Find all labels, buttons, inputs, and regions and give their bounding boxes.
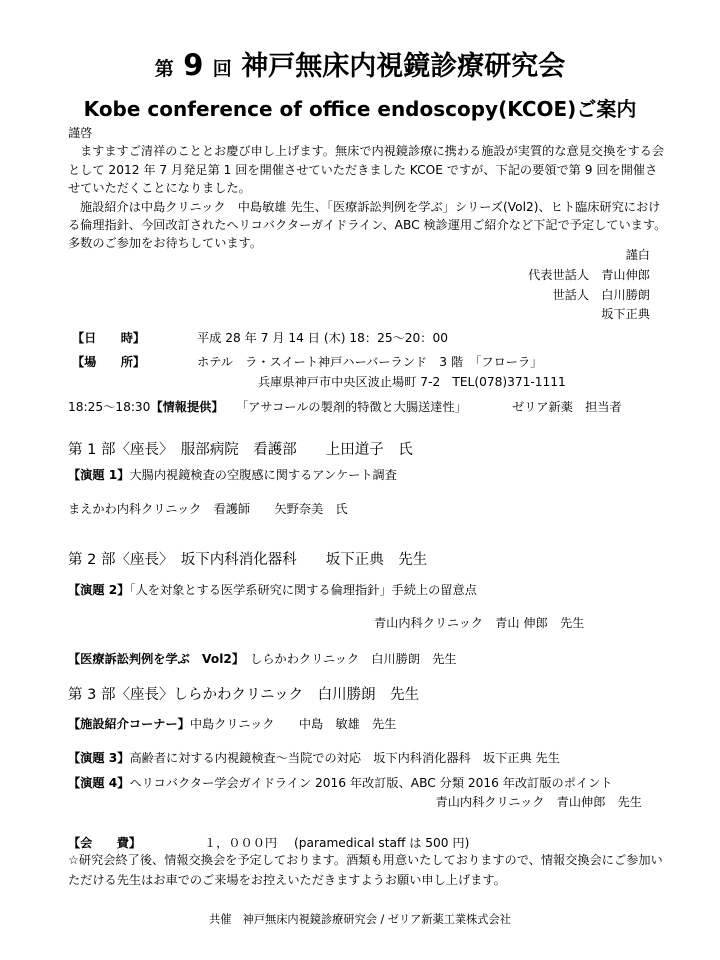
- representative-line: [528, 266, 650, 283]
- talk1-line: [68, 466, 397, 483]
- talk4-tag: 【施設紹介コーナー】: [68, 717, 190, 731]
- part3-heading: 第 3 部〈座長〉しらかわクリニック 白川勝朗 先生: [68, 687, 420, 703]
- title-prefix: 第: [154, 58, 174, 80]
- intro-block: [68, 124, 668, 253]
- talk5-title: 高齢者に対する内視鏡検査〜当院での対応: [129, 751, 362, 765]
- closing-word: 謹白: [625, 248, 650, 262]
- date-value: 平成 28 年 7 月 14 日 (木) 18：25〜20：00: [197, 331, 448, 345]
- place-value: ホテル ラ・スイート神戸ハーバーランド 3 階 「フローラ」: [197, 355, 543, 369]
- org-name-1: 白川勝朗: [601, 288, 650, 302]
- organizer-line: [553, 286, 651, 303]
- talk4-line: [68, 715, 396, 732]
- intro-paragraph-1: ますますご清祥のこととお慶び申し上げます。無床で内視鏡診療に携わる施設が実質的な意見交換をする会として 2012 年 7 月発足第 1 回を開催させていただきました KCOE ですが、下記の要領で第 9 回を開催させていただくことになりました。: [68, 144, 665, 196]
- talk1-tag: 【演題 1】: [68, 468, 130, 482]
- organizer-name-2: 坂下正典: [601, 307, 650, 321]
- info-topic: 「アサコールの製剤的特徴と大腸送達性」: [236, 400, 467, 414]
- page-title: [0, 44, 720, 83]
- part2-heading: 第 2 部〈座長〉 坂下内科消化器科 坂下正典 先生: [68, 552, 428, 568]
- info-label: 【情報提供】: [150, 400, 224, 414]
- date-label: 【日 時】: [72, 331, 146, 345]
- place-label: 【場 所】: [72, 355, 146, 369]
- talk3-speaker: しらかわクリニック 白川勝朗 先生: [250, 652, 457, 666]
- talk2-title: 「人を対象とする医学系研究に関する倫理指針」手続上の留意点: [129, 583, 477, 597]
- talk3-tag: 【医療訴訟判例を学ぶ Vol2】: [68, 652, 238, 666]
- title-number: 9: [183, 48, 204, 82]
- talk4-speaker: 中島クリニック 中島 敏雄 先生: [189, 717, 397, 731]
- fee-label: 【会 費】: [68, 836, 142, 850]
- talk5-line: [68, 749, 560, 766]
- footer-cohost: 共催 神戸無床内視鏡診療研究会 / ゼリア新薬工業株式会社: [209, 913, 511, 926]
- info-company: ゼリア新薬 担当者: [512, 400, 622, 414]
- talk5-speaker: 坂下内科消化器科 坂下正典 先生: [373, 751, 560, 765]
- part1-heading: 第 1 部〈座長〉 服部病院 看護部 上田道子 氏: [68, 442, 413, 458]
- talk5-tag: 【演題 3】: [68, 751, 130, 765]
- talk6-line: [68, 774, 612, 791]
- info-provision-line: [68, 398, 224, 415]
- closing-note: ☆研究会終了後、情報交換会を予定しております。酒類も用意いたしておりますので、情報交換会にご参加いただける先生はお車でのご来場をお控えいただきますようお願い申し上げます。: [68, 853, 663, 887]
- salutation: 謹啓: [68, 126, 93, 140]
- title-suffix: 回: [212, 58, 232, 80]
- fee-amount: １，０００円: [204, 836, 278, 850]
- talk6-speaker: 青山内科クリニック 青山伸郎 先生: [435, 795, 642, 809]
- fee-note: (paramedical staff は 500 円): [294, 836, 470, 850]
- talk1-title: 大腸内視鏡検査の空腹感に関するアンケート調査: [129, 468, 397, 482]
- rep-name: 青山伸郎: [601, 268, 650, 282]
- talk3-line: [68, 650, 457, 667]
- talk6-tag: 【演題 4】: [68, 776, 130, 790]
- intro-paragraph-2: 施設紹介は中島クリニック 中島敏雄 先生、「医療訴訟判例を学ぶ」シリーズ(Vol2)、ヒト臨床研究における倫理指針、今回改訂されたヘリコバクターガイドライン、ABC 検診運用ご紹介など下記で予定しています。多数のご参加をお待ちしています。: [68, 199, 667, 251]
- talk6-title: ヘリコバクター学会ガイドライン 2016 年改訂版、ABC 分類 2016 年改訂版のポイント: [129, 776, 613, 790]
- talk2-line: [68, 581, 477, 598]
- address: 兵庫県神戸市中央区波止場町 7-2 TEL(078)371-1111: [258, 375, 566, 389]
- rep-label: 代表世話人: [528, 268, 590, 282]
- info-time: 18:25〜18:30: [68, 400, 151, 414]
- talk2-tag: 【演題 2】: [68, 583, 130, 597]
- org-label: 世話人: [552, 288, 590, 302]
- page-subtitle: Kobe conference of office endoscopy(KCOE)ご案内: [83, 97, 637, 121]
- talk2-speaker: 青山内科クリニック 青山 伸郎 先生: [374, 616, 585, 630]
- title-main: 神戸無床内視鏡診療研究会: [241, 51, 566, 82]
- talk1-speaker: まえかわ内科クリニック 看護師 矢野奈美 氏: [68, 502, 348, 516]
